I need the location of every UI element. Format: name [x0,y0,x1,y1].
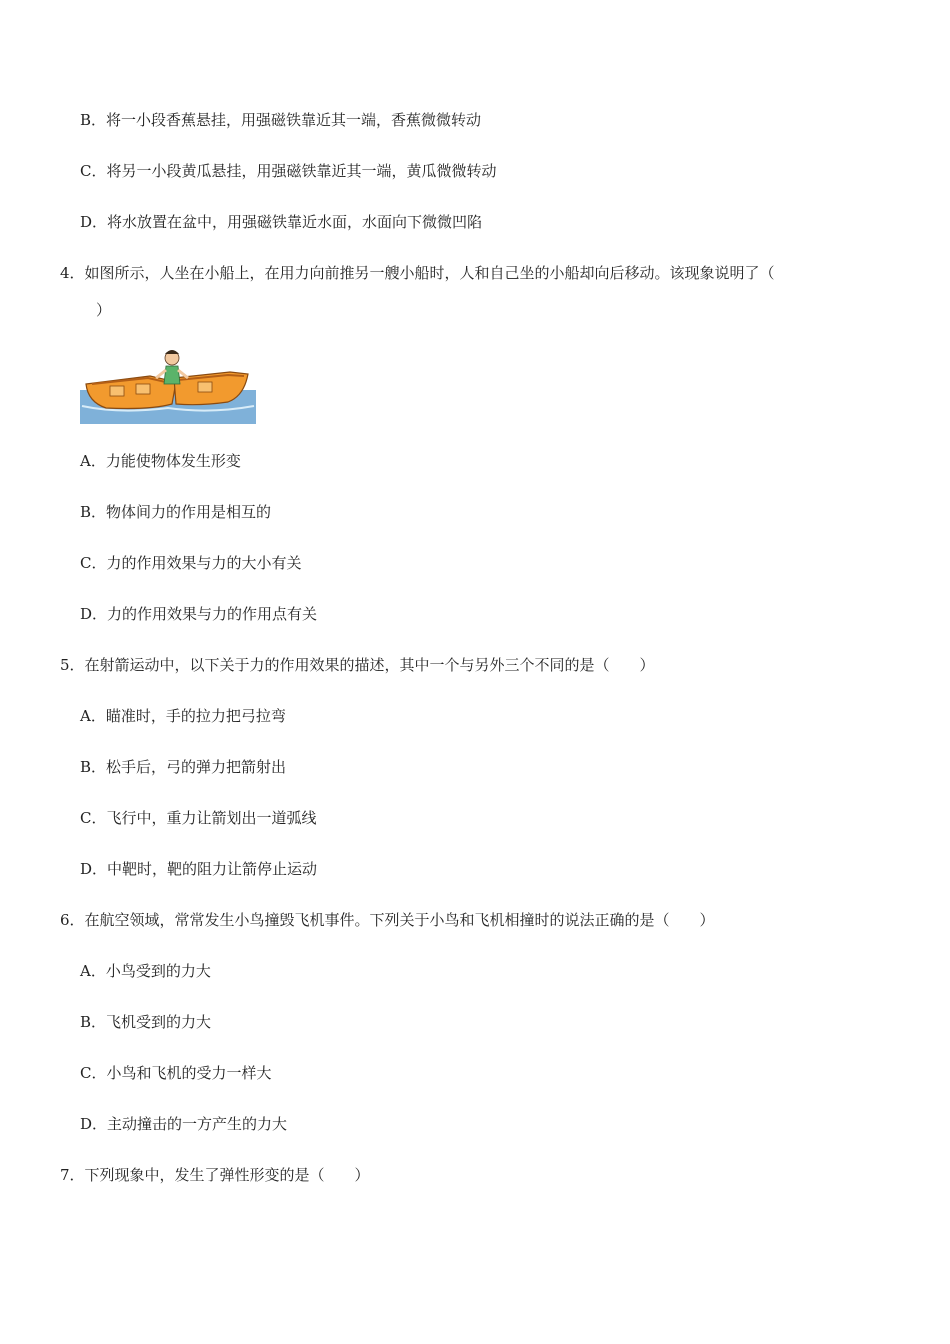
question-6-stem: 6．在航空领域，常常发生小鸟撞毁飞机事件。下列关于小鸟和飞机相撞时的说法正确的是（ ） [60,911,715,929]
boat-push-illustration [80,344,256,424]
question-6-option-b: B．飞机受到的力大 [80,1013,212,1031]
question-6-option-c: C．小鸟和飞机的受力一样大 [80,1064,272,1082]
option-b: B．将一小段香蕉悬挂，用强磁铁靠近其一端，香蕉微微转动 [80,111,482,129]
question-7-stem: 7．下列现象中，发生了弹性形变的是（ ） [60,1166,370,1184]
question-5-option-b: B．松手后，弓的弹力把箭射出 [80,758,287,776]
question-5-option-d: D．中靶时，靶的阻力让箭停止运动 [80,860,318,878]
question-6-option-a: A．小鸟受到的力大 [80,962,211,980]
question-5-option-c: C．飞行中，重力让箭划出一道弧线 [80,809,317,827]
question-6-option-d: D．主动撞击的一方产生的力大 [80,1115,288,1133]
person-body [164,366,180,384]
question-4-stem: 4．如图所示，人坐在小船上，在用力向前推另一艘小船时，人和自己坐的小船却向后移动。该现象说明了（ [60,264,775,282]
question-5-option-a: A．瞄准时，手的拉力把弓拉弯 [80,707,286,725]
option-c: C．将另一小段黄瓜悬挂，用强磁铁靠近其一端，黄瓜微微转动 [80,162,497,180]
question-4-option-a: A．力能使物体发生形变 [80,452,241,470]
question-4-option-b: B．物体间力的作用是相互的 [80,503,272,521]
question-4-option-c: C．力的作用效果与力的大小有关 [80,554,302,572]
question-4-bracket-close: ） [96,301,112,319]
option-d: D．将水放置在盆中，用强磁铁靠近水面，水面向下微微凹陷 [80,213,483,231]
question-4-option-d: D．力的作用效果与力的作用点有关 [80,605,318,623]
question-5-stem: 5．在射箭运动中，以下关于力的作用效果的描述，其中一个与另外三个不同的是（ ） [60,656,655,674]
